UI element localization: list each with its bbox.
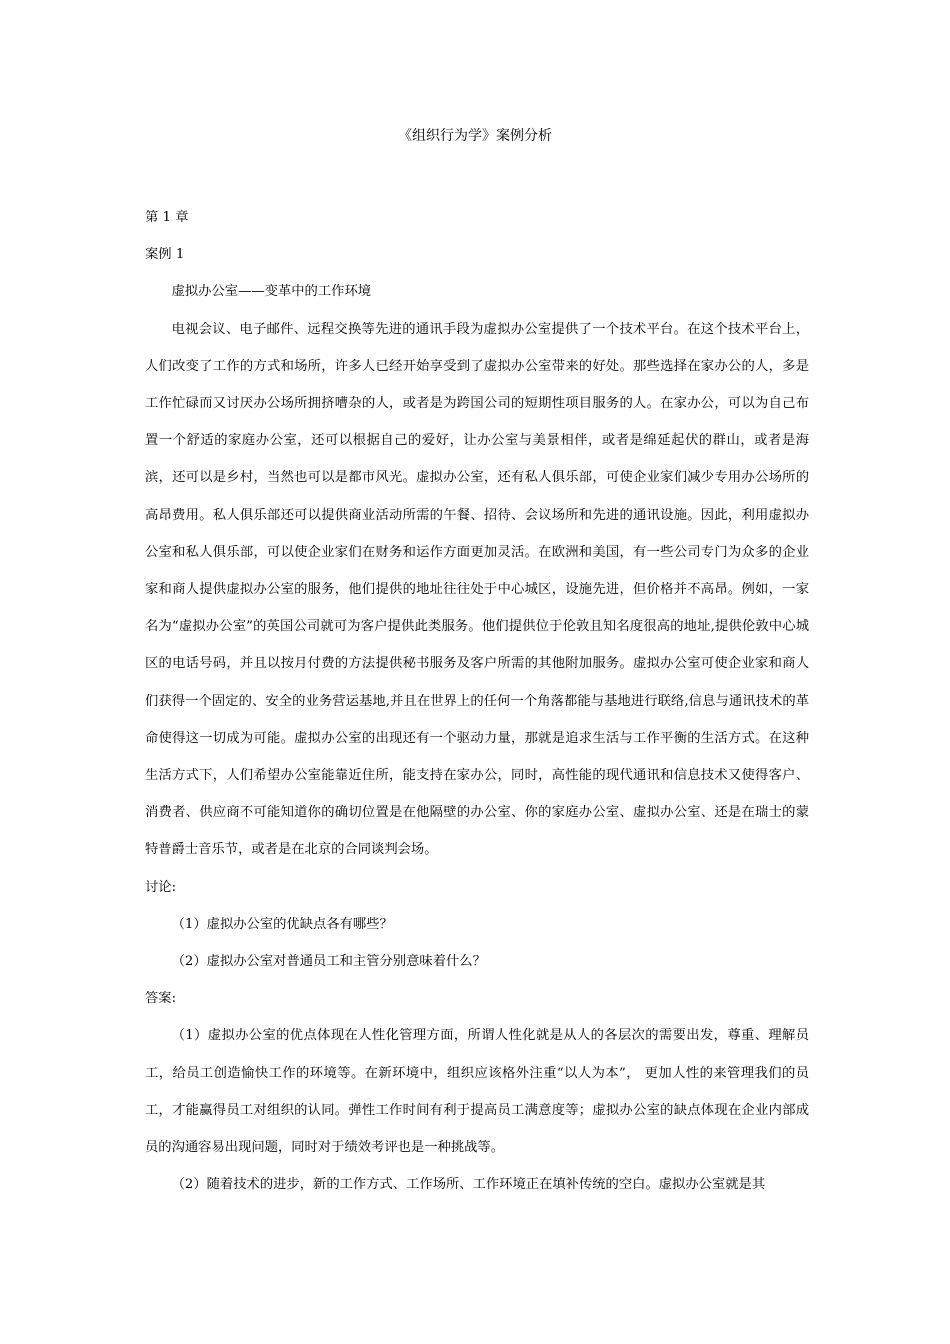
question-item: （1）虚拟办公室的优缺点各有哪些？ [171, 916, 393, 932]
case-label: 案例 1 [145, 247, 185, 263]
answer-paragraph: （1）虚拟办公室的优点体现在人性化管理方面，所谓人性化就是从人的各层次的需要出发，尊重、理解员工，给员工创造愉快工作的环境等。在新环境中，组织应该格外注重“以人为本”， 更加人性的来管理我们的员工，才能赢得员工对组织的认同。弹性工作时间有利于提高员工满意度等；虚拟办公室的缺点体现在企业内部成员的沟通容易出现问题，同时对于绩效考评也是一种挑战等。 [145, 1028, 809, 1156]
question-item: （2）虚拟办公室对普通员工和主管分别意味着什么？ [171, 954, 486, 970]
chapter-heading: 第 1 章 [145, 210, 189, 225]
answer-label: 答案: [145, 991, 177, 1007]
case-body-paragraph: 电视会议、电子邮件、远程交换等先进的通讯手段为虚拟办公室提供了一个技术平台。在这个技术平台上，人们改变了工作的方式和场所，许多人已经开始享受到了虚拟办公室带来的好处。那些选择在家办公的人，多是工作忙碌而又讨厌办公场所拥挤嘈杂的人，或者是为跨国公司的短期性项目服务的人。在家办公，可以为自己布置一个舒适的家庭办公室，还可以根据自己的爱好，让办公室与美景相伴，或者是绵延起伏的群山，或者是海滨，还可以是乡村，当然也可以是都市风光。虚拟办公室，还有私人俱乐部，可使企业家们减少专用办公场所的高昂费用。私人俱乐部还可以提供商业活动所需的午餐、招待、会议场所和先进的通讯设施。因此，利用虚拟办公室和私人俱乐部，可以使企业家们在财务和运作方面更加灵活。在欧洲和美国，有一些公司专门为众多的企业家和商人提供虚拟办公室的服务，他们提供的地址往往处于中心城区，设施先进，但价格并不高昂。例如，一家名为“虚拟办公室”的英国公司就可为客户提供此类服务。他们提供位于伦敦且知名度很高的地址,提供伦敦中心城区的电话号码，并且以按月付费的方法提供秘书服务及客户所需的其他附加服务。虚拟办公室可使企业家和商人们获得一个固定的、安全的业务营运基地,并且在世界上的任何一个角落都能与基地进行联络,信息与通讯技术的革命使得这一切成为可能。虚拟办公室的出现还有一个驱动力量，那就是追求生活与工作平衡的生活方式。在这种生活方式下，人们希望办公室能靠近住所，能支持在家办公，同时，高性能的现代通讯和信息技术又使得客户、消费者、供应商不可能知道你的确切位置是在他隔壁的办公室、你的家庭办公室、虚拟办公室、还是在瑞士的蒙特普爵士音乐节，或者是在北京的合同谈判会场。 [145, 321, 809, 858]
document-title: 《组织行为学》案例分析 [398, 128, 552, 144]
discussion-label: 讨论: [145, 879, 177, 895]
document-body [145, 199, 809, 1203]
case-title: 虚拟办公室——变革中的工作环境 [171, 284, 372, 300]
answer-paragraph: （2）随着技术的进步，新的工作方式、工作场所、工作环境正在填补传统的空白。虚拟办公室就是其 [171, 1177, 766, 1193]
